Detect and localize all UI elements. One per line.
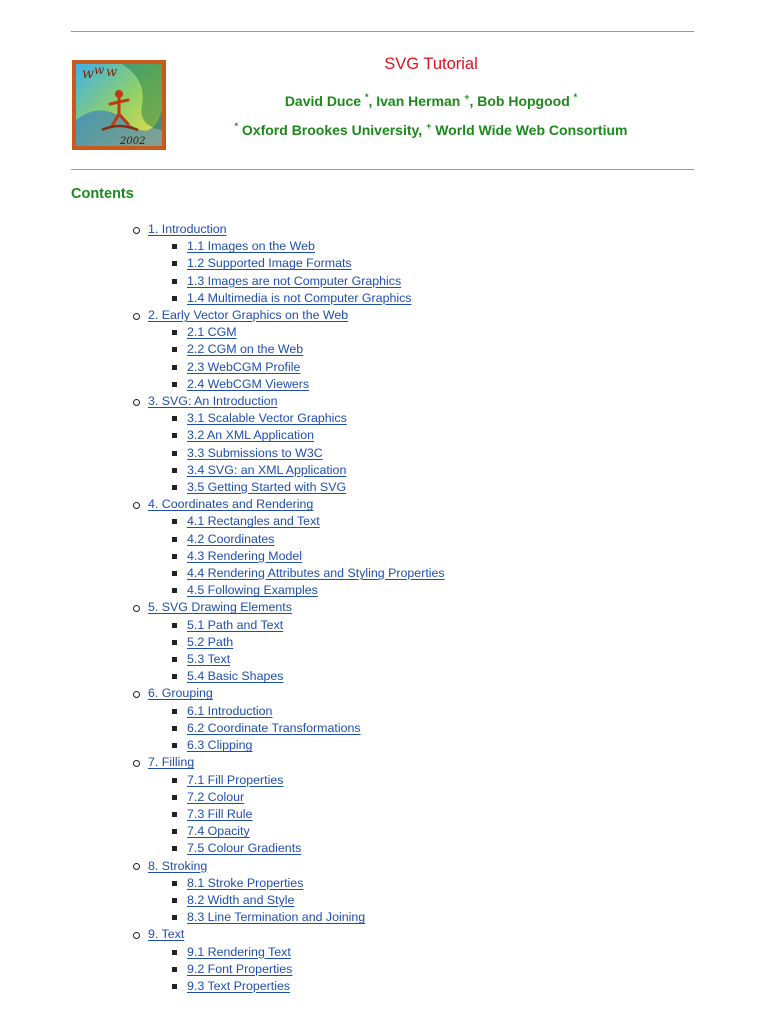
square-bullet-icon — [172, 881, 177, 886]
toc-subsection — [0, 513, 768, 530]
square-bullet-icon — [172, 743, 177, 748]
toc-subsection-link[interactable]: 9.2 Font Properties — [187, 961, 293, 976]
square-bullet-icon — [172, 657, 177, 662]
top-divider — [71, 31, 694, 32]
svg-text:w: w — [94, 63, 105, 77]
square-bullet-icon — [172, 330, 177, 335]
affiliation-mark: * — [364, 92, 369, 102]
svg-text:w: w — [106, 65, 118, 80]
toc-subsection — [0, 427, 768, 444]
toc-subsection — [0, 892, 768, 909]
toc-subsection — [0, 531, 768, 548]
square-bullet-icon — [172, 296, 177, 301]
toc-subsection-link[interactable]: 5.3 Text — [187, 652, 231, 667]
affiliation-mark: * — [234, 121, 239, 131]
author-name: Ivan Herman — [376, 93, 461, 109]
toc-section-link[interactable]: 4. Coordinates and Rendering — [148, 497, 314, 512]
toc-section — [0, 754, 768, 771]
toc-subsection — [0, 582, 768, 599]
square-bullet-icon — [172, 485, 177, 490]
toc-subsection-link[interactable]: 4.3 Rendering Model — [187, 548, 303, 563]
square-bullet-icon — [172, 261, 177, 266]
square-bullet-icon — [172, 898, 177, 903]
toc-subsection-link[interactable]: 3.4 SVG: an XML Application — [187, 462, 347, 477]
toc-subsection — [0, 875, 768, 892]
toc-subsection-link[interactable]: 8.2 Width and Style — [187, 892, 295, 907]
toc-section — [0, 393, 768, 410]
toc-section — [0, 858, 768, 875]
square-bullet-icon — [172, 571, 177, 576]
square-bullet-icon — [172, 709, 177, 714]
toc-subsection — [0, 737, 768, 754]
toc-subsection — [0, 410, 768, 427]
toc-subsection-link[interactable]: 5.4 Basic Shapes — [187, 669, 284, 684]
square-bullet-icon — [172, 382, 177, 387]
square-bullet-icon — [172, 778, 177, 783]
toc-subsection — [0, 238, 768, 255]
toc-subsection-link[interactable]: 3.3 Submissions to W3C — [187, 445, 323, 460]
author-name: David Duce — [284, 93, 362, 109]
table-of-contents — [0, 221, 768, 995]
square-bullet-icon — [172, 554, 177, 559]
toc-section-link[interactable]: 3. SVG: An Introduction — [148, 394, 278, 409]
toc-subsection — [0, 772, 768, 789]
contents-heading: Contents — [71, 186, 134, 202]
square-bullet-icon — [172, 726, 177, 731]
toc-subsection-link[interactable]: 5.2 Path — [187, 634, 234, 649]
toc-section — [0, 221, 768, 238]
toc-subsection — [0, 324, 768, 341]
affiliation-mark: * — [573, 92, 578, 102]
hollow-circle-bullet-icon — [133, 691, 140, 698]
toc-subsection-link[interactable]: 1.4 Multimedia is not Computer Graphics — [187, 290, 412, 305]
square-bullet-icon — [172, 967, 177, 972]
toc-subsection — [0, 840, 768, 857]
toc-subsection-link[interactable]: 4.1 Rectangles and Text — [187, 514, 320, 529]
toc-subsection-link[interactable]: 9.1 Rendering Text — [187, 944, 291, 959]
author-name: Bob Hopgood — [477, 93, 570, 109]
square-bullet-icon — [172, 451, 177, 456]
svg-text:2002: 2002 — [120, 136, 146, 147]
square-bullet-icon — [172, 279, 177, 284]
page-title: SVG Tutorial — [384, 55, 478, 73]
hollow-circle-bullet-icon — [133, 227, 140, 234]
toc-subsection-link[interactable]: 2.1 CGM — [187, 325, 237, 340]
toc-section-link[interactable]: 9. Text — [148, 927, 185, 942]
toc-section — [0, 685, 768, 702]
toc-subsection — [0, 806, 768, 823]
toc-section-link[interactable]: 8. Stroking — [148, 858, 208, 873]
toc-subsection-link[interactable]: 1.1 Images on the Web — [187, 239, 315, 254]
square-bullet-icon — [172, 588, 177, 593]
square-bullet-icon — [172, 795, 177, 800]
toc-subsection — [0, 376, 768, 393]
toc-subsection-link[interactable]: 1.3 Images are not Computer Graphics — [187, 273, 402, 288]
toc-section-link[interactable]: 2. Early Vector Graphics on the Web — [148, 308, 349, 323]
toc-subsection-link[interactable]: 7.3 Fill Rule — [187, 806, 253, 821]
affiliation-name: Oxford Brookes University — [241, 122, 419, 138]
svg-text:w: w — [82, 66, 94, 82]
www2002-logo — [72, 60, 166, 150]
toc-subsection-link[interactable]: 7.4 Opacity — [187, 824, 250, 839]
toc-subsection-link[interactable]: 4.4 Rendering Attributes and Styling Properties — [187, 566, 445, 581]
toc-subsection-link[interactable]: 6.1 Introduction — [187, 703, 273, 718]
toc-subsection — [0, 255, 768, 272]
square-bullet-icon — [172, 433, 177, 438]
square-bullet-icon — [172, 623, 177, 628]
toc-subsection — [0, 290, 768, 307]
square-bullet-icon — [172, 640, 177, 645]
hollow-circle-bullet-icon — [133, 399, 140, 406]
hollow-circle-bullet-icon — [133, 932, 140, 939]
toc-subsection — [0, 273, 768, 290]
toc-subsection-link[interactable]: 2.2 CGM on the Web — [187, 342, 304, 357]
square-bullet-icon — [172, 674, 177, 679]
toc-section-link[interactable]: 1. Introduction — [148, 222, 227, 236]
toc-section-link[interactable]: 7. Filling — [148, 755, 195, 770]
affiliations-line: * Oxford Brookes University, + World Wide Web Consortium — [234, 121, 628, 138]
toc-subsection-link[interactable]: 2.3 WebCGM Profile — [187, 359, 301, 374]
affiliation-mark: + — [426, 121, 432, 131]
toc-section-list — [0, 221, 768, 995]
toc-subsection-link[interactable]: 2.4 WebCGM Viewers — [187, 376, 310, 391]
hollow-circle-bullet-icon — [133, 313, 140, 320]
toc-subsection-link[interactable]: 3.2 An XML Application — [187, 428, 314, 443]
toc-subsection-link[interactable]: 9.3 Text Properties — [187, 978, 291, 993]
square-bullet-icon — [172, 468, 177, 473]
toc-subsection-link[interactable]: 7.1 Fill Properties — [187, 772, 284, 787]
toc-subsection — [0, 978, 768, 995]
toc-subsection — [0, 634, 768, 651]
hollow-circle-bullet-icon — [133, 863, 140, 870]
toc-subsection — [0, 944, 768, 961]
square-bullet-icon — [172, 846, 177, 851]
toc-section — [0, 926, 768, 943]
toc-section-link[interactable]: 6. Grouping — [148, 686, 213, 701]
toc-subsection-link[interactable]: 8.3 Line Termination and Joining — [187, 910, 366, 925]
square-bullet-icon — [172, 244, 177, 249]
hollow-circle-bullet-icon — [133, 760, 140, 767]
square-bullet-icon — [172, 950, 177, 955]
toc-subsection — [0, 789, 768, 806]
toc-subsection — [0, 720, 768, 737]
toc-section — [0, 307, 768, 324]
toc-subsection-link[interactable]: 6.2 Coordinate Transformations — [187, 720, 361, 735]
square-bullet-icon — [172, 537, 177, 542]
square-bullet-icon — [172, 915, 177, 920]
toc-subsection — [0, 651, 768, 668]
toc-subsection — [0, 462, 768, 479]
toc-subsection — [0, 341, 768, 358]
toc-subsection-link[interactable]: 4.2 Coordinates — [187, 531, 275, 546]
square-bullet-icon — [172, 347, 177, 352]
toc-subsection — [0, 565, 768, 582]
square-bullet-icon — [172, 365, 177, 370]
toc-subsection — [0, 961, 768, 978]
hollow-circle-bullet-icon — [133, 502, 140, 509]
toc-subsection — [0, 617, 768, 634]
toc-subsection — [0, 668, 768, 685]
square-bullet-icon — [172, 812, 177, 817]
affiliation-mark: + — [464, 92, 470, 102]
toc-subsection-link[interactable]: 3.1 Scalable Vector Graphics — [187, 411, 347, 426]
toc-section-link[interactable]: 5. SVG Drawing Elements — [148, 600, 292, 615]
toc-subsection-link[interactable]: 6.3 Clipping — [187, 738, 253, 753]
hollow-circle-bullet-icon — [133, 605, 140, 612]
toc-section — [0, 496, 768, 513]
toc-subsection-link[interactable]: 7.5 Colour Gradients — [187, 841, 302, 856]
toc-subsection-link[interactable]: 4.5 Following Examples — [187, 583, 318, 598]
toc-section — [0, 599, 768, 616]
toc-subsection-link[interactable]: 3.5 Getting Started with SVG — [187, 480, 347, 495]
authors-line: David Duce *, Ivan Herman +, Bob Hopgood * — [284, 92, 578, 109]
header-divider — [71, 169, 694, 170]
square-bullet-icon — [172, 416, 177, 421]
square-bullet-icon — [172, 829, 177, 834]
toc-subsection — [0, 548, 768, 565]
toc-subsection — [0, 909, 768, 926]
toc-subsection-link[interactable]: 1.2 Supported Image Formats — [187, 256, 352, 271]
toc-subsection — [0, 359, 768, 376]
toc-subsection-link[interactable]: 5.1 Path and Text — [187, 617, 284, 632]
square-bullet-icon — [172, 984, 177, 989]
toc-subsection-link[interactable]: 8.1 Stroke Properties — [187, 875, 304, 890]
toc-subsection — [0, 703, 768, 720]
square-bullet-icon — [172, 519, 177, 524]
toc-subsection — [0, 823, 768, 840]
affiliation-name: World Wide Web Consortium — [435, 122, 628, 138]
toc-subsection-link[interactable]: 7.2 Colour — [187, 789, 245, 804]
toc-subsection — [0, 479, 768, 496]
toc-subsection — [0, 445, 768, 462]
